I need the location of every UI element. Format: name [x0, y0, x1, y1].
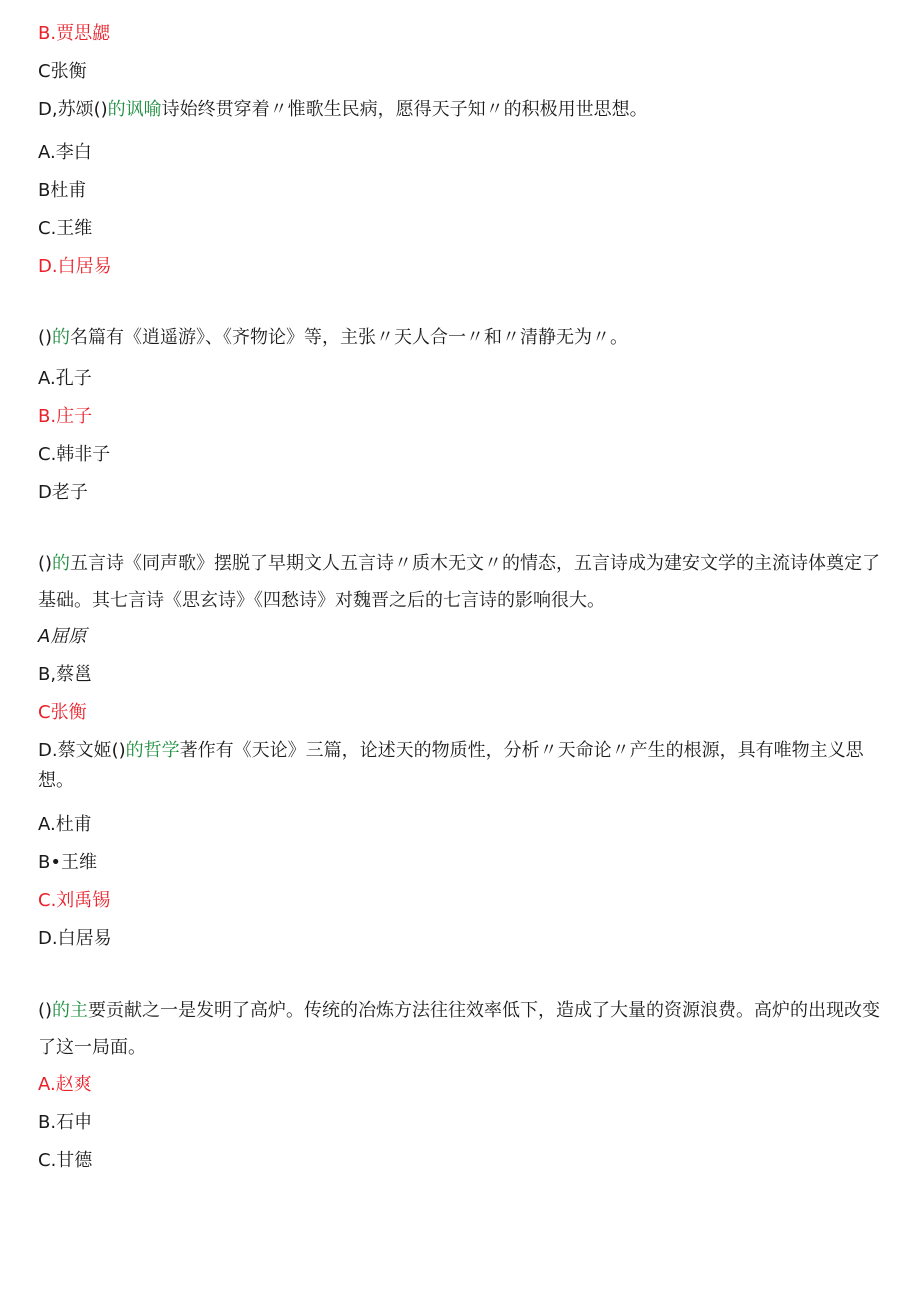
- option-q4-c: C.刘禹锡: [38, 890, 111, 911]
- option-q0-b: B.贾思勰: [38, 23, 111, 44]
- option-q0-c: C张衡: [38, 61, 87, 82]
- question-5-text: [38, 992, 884, 1066]
- question-3-prefix: (): [38, 553, 53, 574]
- question-3-rest: 五言诗《同声歌》摆脱了早期文人五言诗〃质木无文〃的情态，五言诗成为建安文学的主流诗体奠定了基础。其七言诗《思玄诗》《四愁诗》对魏晋之后的七言诗的影响很大。: [38, 553, 881, 611]
- question-2-rest: 名篇有《逍遥游》、《齐物论》等，主张〃天人合一〃和〃清静无为〃。: [70, 327, 629, 348]
- option-q3-c: C张衡: [38, 702, 87, 723]
- option-q2-d: D老子: [38, 482, 88, 503]
- question-5-prefix: (): [38, 1000, 53, 1021]
- question-4-prefix: D.蔡文姬(): [38, 740, 126, 761]
- question-4-highlight: 的哲学: [125, 740, 180, 761]
- option-q4-a: A.杜甫: [38, 814, 92, 835]
- question-4-rest: 著作有《天论》三篇，论述天的物质性，分析〃天命论〃产生的根源，具有唯物主义思想。: [38, 740, 864, 791]
- option-q4-d: D.白居易: [38, 928, 112, 949]
- question-5-highlight: 的主: [52, 1000, 89, 1021]
- option-q1-a: A.李白: [38, 142, 92, 163]
- option-q2-a: A.孔子: [38, 368, 92, 389]
- option-q5-a: A.赵爽: [38, 1074, 92, 1095]
- question-3-highlight: 的: [52, 553, 71, 574]
- option-q1-b: B杜甫: [38, 180, 87, 201]
- option-q5-b: B.石申: [38, 1112, 93, 1133]
- option-q2-c: C.韩非子: [38, 444, 111, 465]
- question-2-highlight: 的: [52, 327, 71, 348]
- question-1-prefix: D,苏颂(): [38, 99, 108, 120]
- option-q1-d: D.白居易: [38, 256, 112, 277]
- option-q5-c: C.甘德: [38, 1150, 93, 1171]
- question-1-rest: 诗始终贯穿着〃惟歌生民病，愿得天子知〃的积极用世思想。: [161, 99, 648, 120]
- option-q4-b: B•王维: [38, 852, 97, 873]
- question-3-text: [38, 545, 884, 619]
- question-5-rest: 要贡献之一是发明了高炉。传统的冶炼方法往往效率低下，造成了大量的资源浪费。高炉的出现改变了这一局面。: [38, 1000, 881, 1058]
- question-2-text: [38, 319, 884, 356]
- question-2-prefix: (): [38, 327, 53, 348]
- option-q2-b: B.庄子: [38, 406, 93, 427]
- question-1-highlight: 的讽喻: [107, 99, 162, 120]
- option-q3-b: B,蔡邕: [38, 664, 93, 685]
- question-1-text: [38, 91, 884, 128]
- option-q1-c: C.王维: [38, 218, 93, 239]
- option-q3-a: A屈原: [38, 626, 87, 647]
- question-4-text: [38, 736, 884, 796]
